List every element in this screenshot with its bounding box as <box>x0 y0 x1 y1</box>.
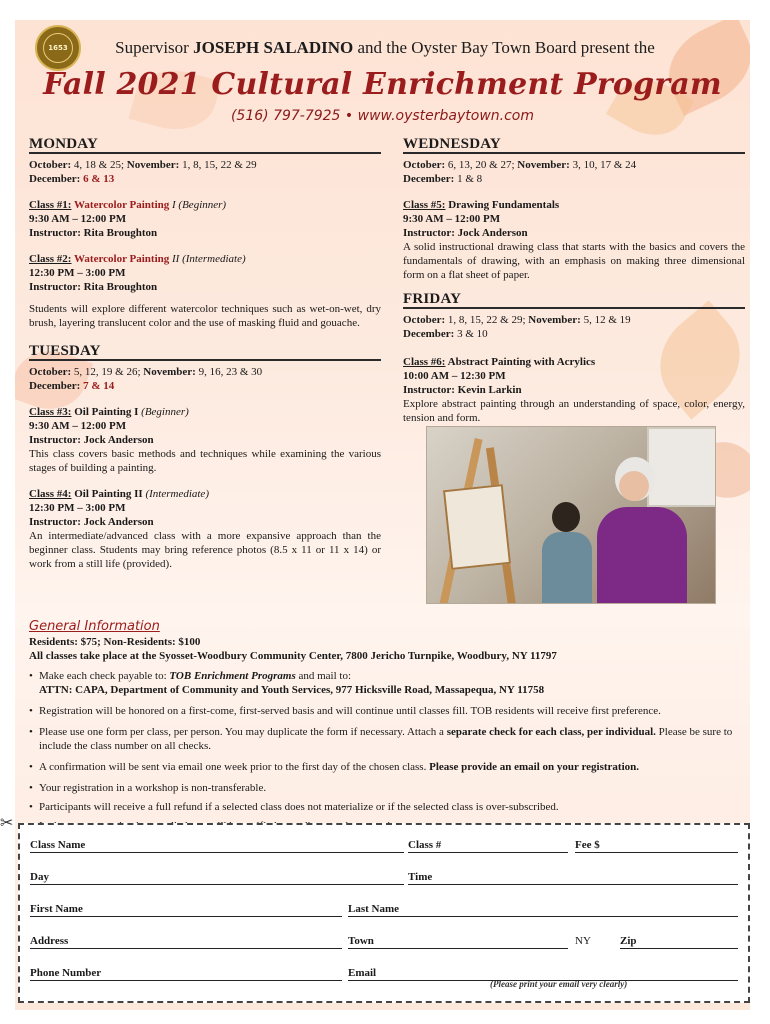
last-name-label: Last Name <box>348 903 400 915</box>
form-row <box>30 931 738 949</box>
friday-dates <box>403 313 745 341</box>
class-instructor: Instructor: Jock Anderson <box>29 516 154 528</box>
fees-line: Residents: $75; Non-Residents: $100 <box>29 636 201 648</box>
friday-heading: FRIDAY <box>403 292 745 309</box>
month-label: October: <box>403 314 446 326</box>
class-description: This class covers basic methods and techniques while examining the various stages of building a painting. <box>29 448 381 474</box>
contact-line: (516) 797-7925 • www.oysterbaytown.com <box>230 108 535 124</box>
item-text: and mail to: <box>295 670 352 682</box>
month-label: October: <box>29 366 72 378</box>
class-name: Watercolor Painting <box>71 199 170 211</box>
class-time: 12:30 PM – 3:00 PM <box>29 267 126 279</box>
form-row <box>30 963 738 981</box>
town-field[interactable] <box>348 947 568 949</box>
email-note: (Please print your email very clearly) <box>490 979 628 989</box>
time-label: Time <box>408 871 433 883</box>
easel-canvas <box>443 484 511 570</box>
last-name-field[interactable] <box>348 915 738 917</box>
list-item: • Registration will be honored on a first-come, first-served basis and will continue until classes fill. TOB residents will receive first preference. <box>29 704 744 718</box>
painter-figure <box>597 457 677 604</box>
item-text: A confirmation will be sent via email one week prior to the first day of the chosen class. <box>39 761 430 773</box>
class-level: (Intermediate) <box>142 488 209 500</box>
item-text: Please use one form per class, per person. You may duplicate the form if necessary. Attach a <box>39 726 447 738</box>
wednesday-dates <box>403 158 745 186</box>
class-instructor: Instructor: Jock Anderson <box>29 434 154 446</box>
info-list <box>29 669 744 833</box>
month-label: October: <box>403 159 446 171</box>
item-text: Please be sure to include the class number on all checks. <box>39 726 733 752</box>
class-5-block <box>403 198 745 282</box>
general-info-heading: General Information <box>29 619 160 634</box>
class-description: An intermediate/advanced class with a more expansive approach than the beginner class. Students may bring reference photos (8.5 x 11 or 11 x 14) or work from a still life (provided). <box>29 530 381 570</box>
month-label: November: <box>517 159 570 171</box>
class-time: 9:30 AM – 12:00 PM <box>403 213 501 225</box>
mailing-address: ATTN: CAPA, Department of Community and Youth Services, 977 Hicksville Road, Massapequa, NY 11758 <box>39 684 545 696</box>
presenter-line <box>85 38 685 58</box>
class-name-field[interactable] <box>30 851 404 853</box>
class-number: Class #5: <box>403 199 446 211</box>
class-instructor: Instructor: Kevin Larkin <box>403 384 522 396</box>
class-6-block <box>403 355 745 425</box>
item-text: Make each check payable to: <box>39 670 170 682</box>
fee-label: Fee $ <box>575 839 600 851</box>
form-row <box>30 835 738 853</box>
phone-field[interactable] <box>30 979 342 981</box>
first-name-label: First Name <box>30 903 83 915</box>
fee-field[interactable] <box>575 851 738 853</box>
item-emphasis: Please provide an email on your registration. <box>429 761 640 773</box>
date-list: 9, 16, 23 & 30 <box>195 366 263 378</box>
class-1-block <box>29 198 381 240</box>
payee-name: TOB Enrichment Programs <box>169 670 296 682</box>
class-name: Oil Painting I <box>71 406 139 418</box>
form-row <box>30 867 738 885</box>
class-instructor: Instructor: Rita Broughton <box>29 281 158 293</box>
seal-year: 1653 <box>43 33 73 63</box>
student-figure <box>542 502 592 604</box>
month-label: December: <box>29 380 81 392</box>
monday-heading: MONDAY <box>29 137 381 154</box>
town-seal-logo <box>35 25 81 71</box>
class-level: I (Beginner) <box>169 199 227 211</box>
date-list: 3 & 10 <box>454 328 488 340</box>
list-item <box>29 669 744 697</box>
class-level: II (Intermediate) <box>169 253 246 265</box>
tuesday-heading: TUESDAY <box>29 344 381 361</box>
program-title: Fall 2021 Cultural Enrichment Program <box>43 67 722 102</box>
date-list: 6, 13, 20 & 27; <box>445 159 518 171</box>
zip-field[interactable] <box>620 947 738 949</box>
class-time: 9:30 AM – 12:00 PM <box>29 420 127 432</box>
month-label: December: <box>403 173 455 185</box>
month-label: December: <box>29 173 81 185</box>
list-item <box>29 760 744 774</box>
list-item <box>29 725 744 753</box>
left-column <box>29 137 381 571</box>
presenter-post: and the Oyster Bay Town Board present the <box>353 38 655 57</box>
class-time: 10:00 AM – 12:30 PM <box>403 370 506 382</box>
class-3-block <box>29 405 381 475</box>
class-number: Class #6: <box>403 356 446 368</box>
monday-dates <box>29 158 381 186</box>
class-4-block <box>29 487 381 571</box>
date-list: 1, 8, 15, 22 & 29; <box>445 314 529 326</box>
date-list: 5, 12, 19 & 26; <box>71 366 144 378</box>
zip-label: Zip <box>620 935 637 947</box>
registration-form <box>18 823 750 1003</box>
month-label: November: <box>143 366 196 378</box>
class-number-field[interactable] <box>408 851 568 853</box>
email-label: Email <box>348 967 377 979</box>
day-field[interactable] <box>30 883 404 885</box>
class-name: Watercolor Painting <box>71 253 170 265</box>
form-row <box>30 899 738 917</box>
class-instructor: Instructor: Rita Broughton <box>29 227 158 239</box>
time-field[interactable] <box>408 883 738 885</box>
class-name-label: Class Name <box>30 839 86 851</box>
class-description: A solid instructional drawing class that starts with the basics and covers the fundamentals of drawing, with an emphasis on making three dimensional form on a flat sheet of paper. <box>403 241 745 281</box>
date-list: 4, 18 & 25; <box>71 159 127 171</box>
class-number: Class #1: <box>29 199 72 211</box>
class-level: (Beginner) <box>138 406 189 418</box>
month-label: November: <box>126 159 180 171</box>
wednesday-heading: WEDNESDAY <box>403 137 745 154</box>
presenter-name: JOSEPH SALADINO <box>193 38 354 57</box>
class-time: 12:30 PM – 3:00 PM <box>29 502 126 514</box>
date-list: 1, 8, 15, 22 & 29 <box>179 159 257 171</box>
town-label: Town <box>348 935 374 947</box>
address-field[interactable] <box>30 947 342 949</box>
month-label: November: <box>528 314 581 326</box>
month-label: October: <box>29 159 72 171</box>
presenter-pre: Supervisor <box>115 38 194 57</box>
class-number: Class #2: <box>29 253 72 265</box>
class-number: Class #3: <box>29 406 72 418</box>
date-list: 5, 12 & 19 <box>580 314 631 326</box>
class-name: Oil Painting II <box>71 488 143 500</box>
list-item: • Your registration in a workshop is non-transferable. <box>29 781 744 795</box>
scissors-icon: ✂ <box>0 813 14 832</box>
date-list: 3, 10, 17 & 24 <box>569 159 637 171</box>
class-2-block <box>29 252 381 294</box>
date-list: 7 & 14 <box>80 380 115 392</box>
class-time: 9:30 AM – 12:00 PM <box>29 213 127 225</box>
first-name-field[interactable] <box>30 915 342 917</box>
day-label: Day <box>30 871 49 883</box>
address-label: Address <box>30 935 69 947</box>
general-information <box>29 620 744 840</box>
right-column <box>403 137 745 425</box>
painting-class-photo <box>426 426 716 604</box>
class-instructor: Instructor: Jock Anderson <box>403 227 528 239</box>
month-label: December: <box>403 328 455 340</box>
date-list: 1 & 8 <box>454 173 483 185</box>
state-label: NY <box>575 935 591 947</box>
list-item: • Participants will receive a full refund if a selected class does not materialize or if the selected class is over-subscribed. <box>29 800 744 814</box>
class-name: Drawing Fundamentals <box>445 199 560 211</box>
class-name: Abstract Painting with Acrylics <box>445 356 596 368</box>
class-number: Class #4: <box>29 488 72 500</box>
class-number-label: Class # <box>408 839 442 851</box>
class-description: Explore abstract painting through an understanding of space, color, energy, tension and form. <box>403 398 745 424</box>
tuesday-dates <box>29 365 381 393</box>
date-list: 6 & 13 <box>80 173 115 185</box>
location-line: All classes take place at the Syosset-Woodbury Community Center, 7800 Jericho Turnpike, Woodbury, NY 11797 <box>29 650 557 662</box>
watercolor-description: Students will explore different watercolor techniques such as wet-on-wet, dry brush, layering translucent color and the use of masking fluid and gouache. <box>29 303 381 329</box>
item-emphasis: separate check for each class, per individual. <box>446 726 656 738</box>
phone-label: Phone Number <box>30 967 102 979</box>
